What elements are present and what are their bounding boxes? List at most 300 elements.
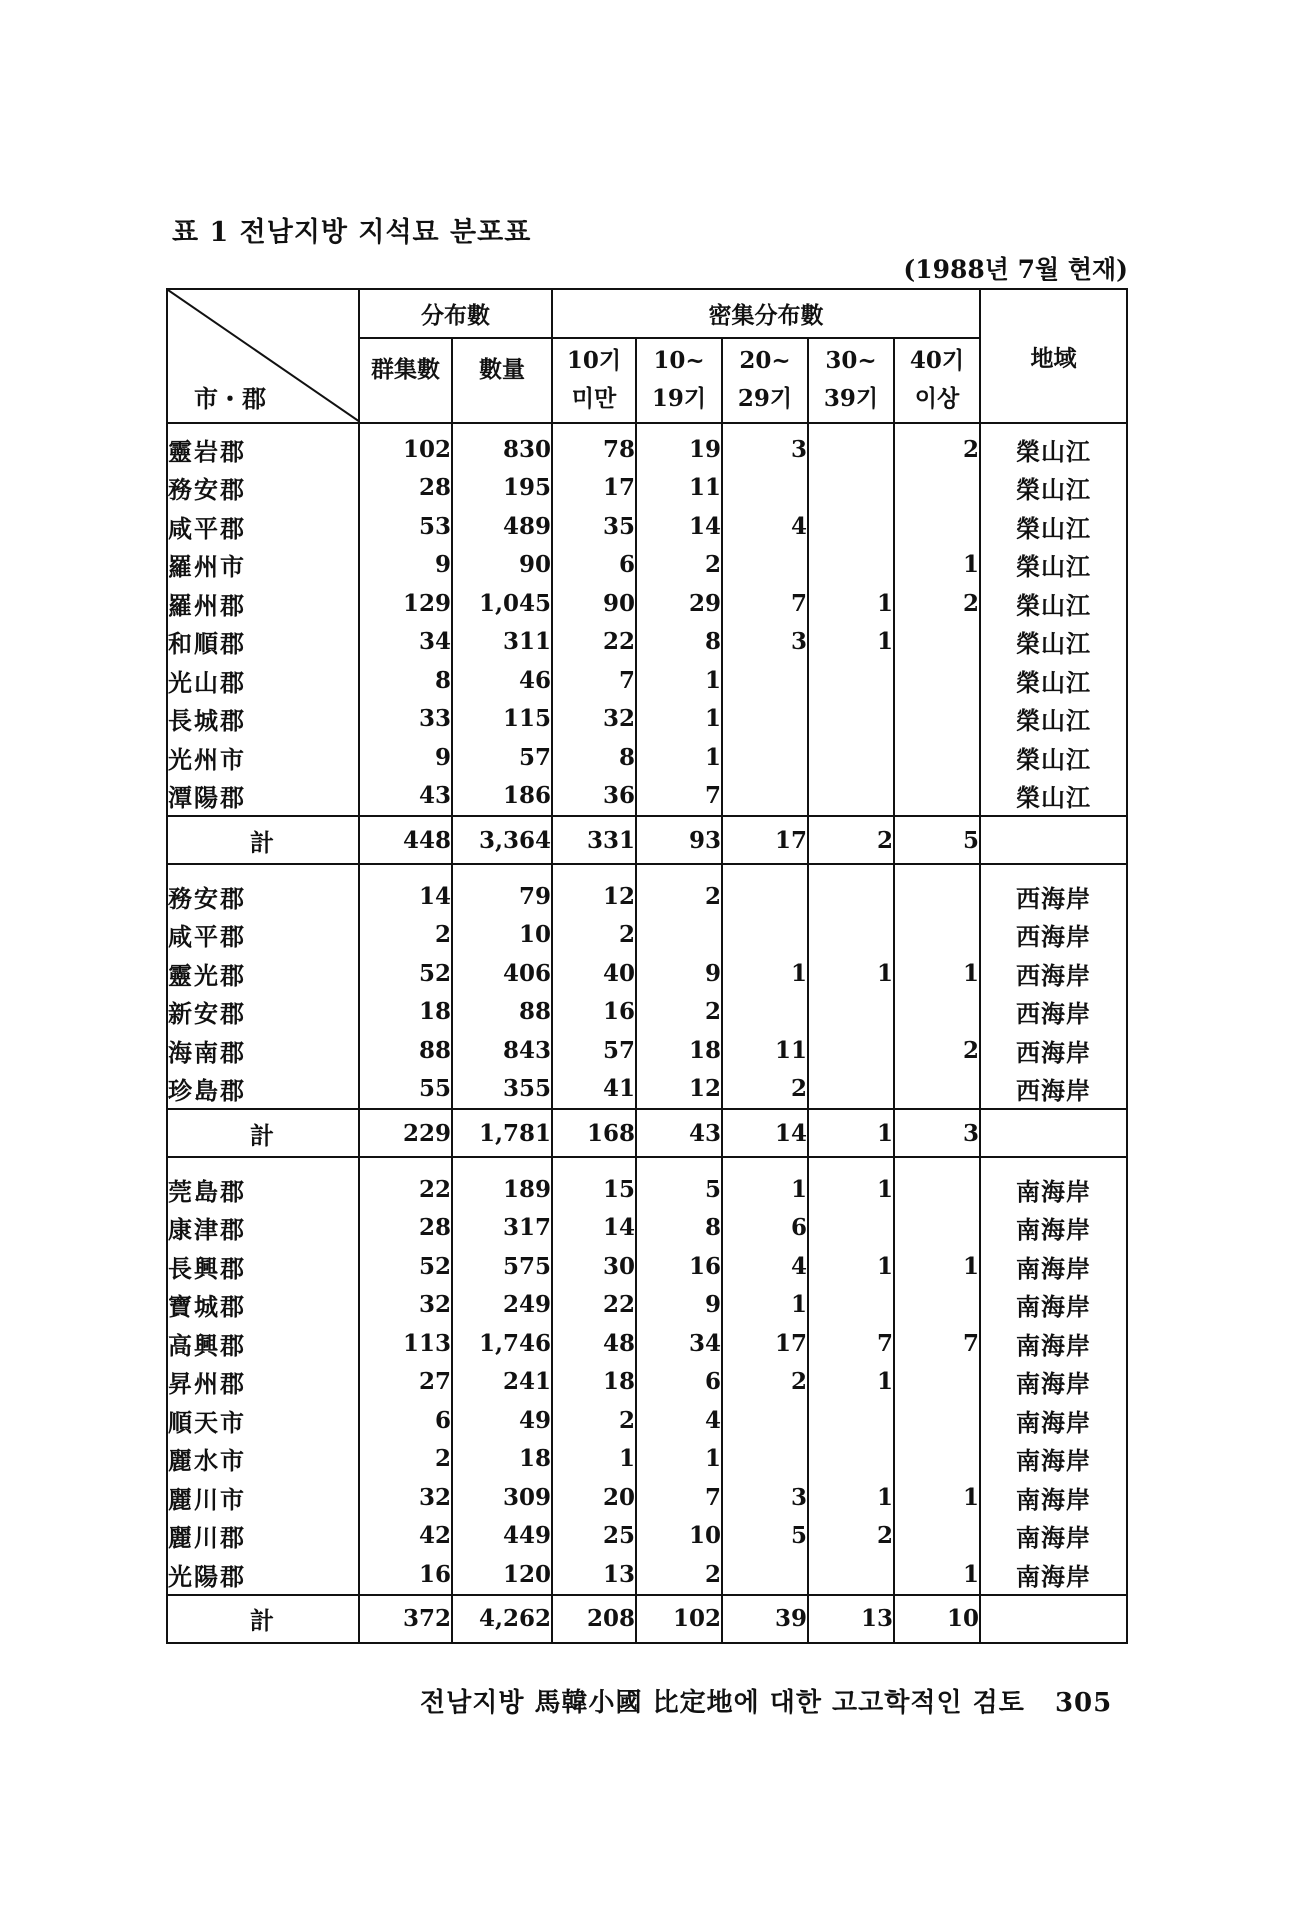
cell-q: 575 <box>452 1247 552 1286</box>
table-row <box>167 1517 1127 1556</box>
cell-q: 90 <box>452 546 552 585</box>
cell-c: 28 <box>359 1209 452 1248</box>
cell-d2: 9 <box>636 1286 722 1325</box>
region-cell: 南海岸 <box>980 1164 1127 1209</box>
cell-q: 10 <box>452 916 552 955</box>
cell-q: 189 <box>452 1164 552 1209</box>
region-cell: 南海岸 <box>980 1517 1127 1556</box>
cell-d4: 2 <box>808 1517 894 1556</box>
cell-d3: 1 <box>722 1286 808 1325</box>
cell-d1: 35 <box>552 507 636 546</box>
cell-c: 32 <box>359 1478 452 1517</box>
spacer-cell <box>636 1157 722 1164</box>
total-row <box>167 816 1127 864</box>
cell-q: 843 <box>452 1031 552 1070</box>
cluster-count-header: 群集數 <box>359 338 452 423</box>
cell-d5 <box>894 1164 980 1209</box>
cell-d4 <box>808 1031 894 1070</box>
table-row <box>167 1363 1127 1402</box>
spacer-cell <box>722 1157 808 1164</box>
cell-q: 449 <box>452 1517 552 1556</box>
region-cell: 南海岸 <box>980 1324 1127 1363</box>
cell-c: 9 <box>359 546 452 585</box>
cell-d3 <box>722 661 808 700</box>
spacer-cell <box>167 1157 359 1164</box>
district-name: 務安郡 <box>167 871 359 916</box>
cell-d2: 8 <box>636 623 722 662</box>
cell-d3: 4 <box>722 507 808 546</box>
table-row <box>167 916 1127 955</box>
district-name: 昇州郡 <box>167 1363 359 1402</box>
cell-d2: 18 <box>636 1031 722 1070</box>
cell-c: 55 <box>359 1070 452 1110</box>
cell-d2: 7 <box>636 1478 722 1517</box>
district-name: 光州市 <box>167 738 359 777</box>
cell-c: 18 <box>359 993 452 1032</box>
district-name: 寶城郡 <box>167 1286 359 1325</box>
cell-d4 <box>808 993 894 1032</box>
cell-d3 <box>722 700 808 739</box>
district-name: 珍島郡 <box>167 1070 359 1110</box>
district-name: 高興郡 <box>167 1324 359 1363</box>
cell-d5 <box>894 623 980 662</box>
region-cell: 南海岸 <box>980 1440 1127 1479</box>
cell-d3: 1 <box>722 1164 808 1209</box>
cell-d3: 5 <box>722 1517 808 1556</box>
district-name: 咸平郡 <box>167 916 359 955</box>
table-row <box>167 954 1127 993</box>
region-header: 地域 <box>980 289 1127 423</box>
cell-c: 22 <box>359 1164 452 1209</box>
page-number: 305 <box>1054 1688 1113 1718</box>
total-label: 計 <box>167 816 359 864</box>
region-cell: 南海岸 <box>980 1247 1127 1286</box>
cell-d1: 14 <box>552 1209 636 1248</box>
cell-c: 113 <box>359 1324 452 1363</box>
cell-d1: 18 <box>552 1363 636 1402</box>
spacer-cell <box>808 1157 894 1164</box>
cell-d4 <box>808 1286 894 1325</box>
table-body <box>167 423 1127 1643</box>
cell-q: 186 <box>452 777 552 817</box>
cell-d3: 3 <box>722 623 808 662</box>
cell-d5 <box>894 738 980 777</box>
table-row <box>167 1070 1127 1110</box>
cell-q: 249 <box>452 1286 552 1325</box>
cell-d2: 10 <box>636 1517 722 1556</box>
cell-d3: 4 <box>722 1247 808 1286</box>
cell-c: 229 <box>359 1109 452 1157</box>
total-label: 計 <box>167 1109 359 1157</box>
cell-d2: 2 <box>636 871 722 916</box>
cell-d4 <box>808 1555 894 1595</box>
table-caption: 표 1 전남지방 지석묘 분포표 <box>172 217 532 248</box>
cell-d1: 20 <box>552 1478 636 1517</box>
spacer-cell <box>552 864 636 871</box>
cell-c: 2 <box>359 1440 452 1479</box>
cell-c: 16 <box>359 1555 452 1595</box>
cell-c: 88 <box>359 1031 452 1070</box>
cell-d5: 3 <box>894 1109 980 1157</box>
cell-d4: 7 <box>808 1324 894 1363</box>
cell-d4 <box>808 1440 894 1479</box>
cell-d2: 9 <box>636 954 722 993</box>
cell-d1: 331 <box>552 816 636 864</box>
cell-q: 115 <box>452 700 552 739</box>
district-name: 咸平郡 <box>167 507 359 546</box>
group-spacer <box>167 864 1127 871</box>
cell-d4: 1 <box>808 1109 894 1157</box>
cell-d3: 1 <box>722 954 808 993</box>
cell-d2 <box>636 916 722 955</box>
cell-d5: 2 <box>894 1031 980 1070</box>
cell-d3 <box>722 469 808 508</box>
cell-d3: 3 <box>722 1478 808 1517</box>
cell-d1: 2 <box>552 916 636 955</box>
cell-d2: 102 <box>636 1595 722 1643</box>
cell-d2: 19 <box>636 423 722 469</box>
cell-c: 8 <box>359 661 452 700</box>
cell-d4 <box>808 700 894 739</box>
district-name: 和順郡 <box>167 623 359 662</box>
cell-d3 <box>722 738 808 777</box>
region-cell: 西海岸 <box>980 1031 1127 1070</box>
cell-d3 <box>722 871 808 916</box>
cell-d1: 8 <box>552 738 636 777</box>
region-cell: 西海岸 <box>980 871 1127 916</box>
group-spacer <box>167 1157 1127 1164</box>
cell-d3 <box>722 1440 808 1479</box>
table-row <box>167 1555 1127 1595</box>
cell-q: 241 <box>452 1363 552 1402</box>
region-cell: 西海岸 <box>980 1070 1127 1110</box>
district-name: 羅州郡 <box>167 584 359 623</box>
table-header <box>167 289 1127 423</box>
cell-q: 830 <box>452 423 552 469</box>
cell-d1: 6 <box>552 546 636 585</box>
cell-d5 <box>894 1286 980 1325</box>
cell-d5 <box>894 916 980 955</box>
cell-d3: 17 <box>722 816 808 864</box>
corner-label: 市・郡 <box>194 384 266 413</box>
cell-d2: 1 <box>636 661 722 700</box>
dolmen-distribution-table <box>166 288 1128 1644</box>
table-row <box>167 1031 1127 1070</box>
cell-d5 <box>894 777 980 817</box>
cell-d4 <box>808 423 894 469</box>
cell-q: 4,262 <box>452 1595 552 1643</box>
region-cell <box>980 1109 1127 1157</box>
cell-q: 49 <box>452 1401 552 1440</box>
cell-d2: 93 <box>636 816 722 864</box>
district-name: 康津郡 <box>167 1209 359 1248</box>
cell-d4 <box>808 661 894 700</box>
region-cell: 南海岸 <box>980 1209 1127 1248</box>
district-name: 麗水市 <box>167 1440 359 1479</box>
cell-d3: 14 <box>722 1109 808 1157</box>
cell-d1: 12 <box>552 871 636 916</box>
spacer-cell <box>980 864 1127 871</box>
distribution-table-wrapper <box>166 288 1126 1644</box>
cell-d3 <box>722 993 808 1032</box>
cell-d2: 12 <box>636 1070 722 1110</box>
cell-d4: 1 <box>808 1478 894 1517</box>
cell-c: 28 <box>359 469 452 508</box>
cell-d1: 25 <box>552 1517 636 1556</box>
region-cell: 榮山江 <box>980 469 1127 508</box>
cell-d5: 1 <box>894 546 980 585</box>
cell-c: 6 <box>359 1401 452 1440</box>
cell-c: 43 <box>359 777 452 817</box>
cell-c: 448 <box>359 816 452 864</box>
density-col-1-header: 10기 미만 <box>552 338 636 423</box>
table-row <box>167 1286 1127 1325</box>
table-row <box>167 871 1127 916</box>
cell-q: 355 <box>452 1070 552 1110</box>
cell-d4 <box>808 469 894 508</box>
table-row <box>167 423 1127 469</box>
cell-d3: 2 <box>722 1363 808 1402</box>
district-name: 新安郡 <box>167 993 359 1032</box>
cell-c: 9 <box>359 738 452 777</box>
cell-d5 <box>894 661 980 700</box>
table-row <box>167 1478 1127 1517</box>
cell-d2: 5 <box>636 1164 722 1209</box>
region-cell: 西海岸 <box>980 954 1127 993</box>
cell-d1: 32 <box>552 700 636 739</box>
density-col-3-header: 20~ 29기 <box>722 338 808 423</box>
table-row <box>167 777 1127 817</box>
cell-c: 34 <box>359 623 452 662</box>
cell-d1: 168 <box>552 1109 636 1157</box>
cell-d5 <box>894 1401 980 1440</box>
cell-d1: 17 <box>552 469 636 508</box>
cell-d5 <box>894 1517 980 1556</box>
cell-d2: 16 <box>636 1247 722 1286</box>
cell-d4: 1 <box>808 954 894 993</box>
cell-q: 195 <box>452 469 552 508</box>
cell-d1: 1 <box>552 1440 636 1479</box>
region-cell: 南海岸 <box>980 1286 1127 1325</box>
cell-d4: 2 <box>808 816 894 864</box>
district-name: 麗川郡 <box>167 1517 359 1556</box>
cell-d4 <box>808 871 894 916</box>
cell-d2: 2 <box>636 1555 722 1595</box>
cell-q: 18 <box>452 1440 552 1479</box>
cell-d3 <box>722 777 808 817</box>
spacer-cell <box>980 1157 1127 1164</box>
table-row <box>167 700 1127 739</box>
spacer-cell <box>808 864 894 871</box>
cell-d3: 11 <box>722 1031 808 1070</box>
spacer-cell <box>722 864 808 871</box>
table-row <box>167 623 1127 662</box>
district-name: 莞島郡 <box>167 1164 359 1209</box>
cell-q: 1,781 <box>452 1109 552 1157</box>
cell-d5 <box>894 700 980 739</box>
cell-d3: 7 <box>722 584 808 623</box>
cell-d5 <box>894 871 980 916</box>
region-cell: 南海岸 <box>980 1555 1127 1595</box>
table-row <box>167 1324 1127 1363</box>
cell-d5 <box>894 993 980 1032</box>
cell-q: 120 <box>452 1555 552 1595</box>
cell-c: 102 <box>359 423 452 469</box>
district-name: 靈光郡 <box>167 954 359 993</box>
cell-d2: 1 <box>636 1440 722 1479</box>
cell-d5: 7 <box>894 1324 980 1363</box>
cell-d1: 208 <box>552 1595 636 1643</box>
distribution-header: 分布數 <box>359 289 552 338</box>
table-row <box>167 507 1127 546</box>
cell-c: 52 <box>359 954 452 993</box>
cell-d1: 90 <box>552 584 636 623</box>
cell-q: 88 <box>452 993 552 1032</box>
cell-d1: 57 <box>552 1031 636 1070</box>
table-row <box>167 584 1127 623</box>
cell-d1: 22 <box>552 1286 636 1325</box>
table-row <box>167 1164 1127 1209</box>
cell-q: 1,045 <box>452 584 552 623</box>
cell-c: 33 <box>359 700 452 739</box>
running-title: 전남지방 馬韓小國 比定地에 대한 고고학적인 검토 <box>420 1688 1025 1718</box>
cell-d1: 41 <box>552 1070 636 1110</box>
region-cell: 榮山江 <box>980 423 1127 469</box>
spacer-cell <box>894 1157 980 1164</box>
cell-d3 <box>722 916 808 955</box>
spacer-cell <box>894 864 980 871</box>
spacer-cell <box>359 1157 452 1164</box>
table-row <box>167 1247 1127 1286</box>
region-cell: 南海岸 <box>980 1478 1127 1517</box>
cell-d1: 15 <box>552 1164 636 1209</box>
cell-d4: 1 <box>808 623 894 662</box>
district-name: 海南郡 <box>167 1031 359 1070</box>
region-cell <box>980 1595 1127 1643</box>
table-row <box>167 993 1127 1032</box>
cell-d2: 34 <box>636 1324 722 1363</box>
region-cell: 榮山江 <box>980 623 1127 662</box>
cell-d5 <box>894 1070 980 1110</box>
region-cell <box>980 816 1127 864</box>
cell-d2: 4 <box>636 1401 722 1440</box>
cell-d1: 13 <box>552 1555 636 1595</box>
cell-d1: 16 <box>552 993 636 1032</box>
cell-q: 79 <box>452 871 552 916</box>
cell-c: 52 <box>359 1247 452 1286</box>
region-cell: 榮山江 <box>980 661 1127 700</box>
cell-d1: 48 <box>552 1324 636 1363</box>
cell-d4: 1 <box>808 1363 894 1402</box>
district-name: 麗川市 <box>167 1478 359 1517</box>
density-col-2-header: 10~ 19기 <box>636 338 722 423</box>
cell-d3: 17 <box>722 1324 808 1363</box>
cell-d1: 2 <box>552 1401 636 1440</box>
cell-d5: 1 <box>894 1555 980 1595</box>
table-row <box>167 546 1127 585</box>
cell-d5: 5 <box>894 816 980 864</box>
cell-d5: 1 <box>894 1247 980 1286</box>
cell-d5: 1 <box>894 1478 980 1517</box>
region-cell: 榮山江 <box>980 507 1127 546</box>
cell-d3: 6 <box>722 1209 808 1248</box>
table-row <box>167 661 1127 700</box>
density-col-4-header: 30~ 39기 <box>808 338 894 423</box>
cell-d1: 30 <box>552 1247 636 1286</box>
region-cell: 西海岸 <box>980 916 1127 955</box>
table-row <box>167 469 1127 508</box>
cell-d2: 6 <box>636 1363 722 1402</box>
region-cell: 榮山江 <box>980 700 1127 739</box>
cell-d4: 1 <box>808 1247 894 1286</box>
cell-d3: 39 <box>722 1595 808 1643</box>
total-row <box>167 1109 1127 1157</box>
cell-d2: 1 <box>636 700 722 739</box>
district-name: 光陽郡 <box>167 1555 359 1595</box>
density-col-5-header: 40기 이상 <box>894 338 980 423</box>
cell-d4 <box>808 1070 894 1110</box>
region-cell: 榮山江 <box>980 777 1127 817</box>
spacer-cell <box>552 1157 636 1164</box>
total-label: 計 <box>167 1595 359 1643</box>
cell-q: 317 <box>452 1209 552 1248</box>
cell-c: 42 <box>359 1517 452 1556</box>
cell-c: 53 <box>359 507 452 546</box>
table-row <box>167 1209 1127 1248</box>
cell-d3: 2 <box>722 1070 808 1110</box>
cell-q: 46 <box>452 661 552 700</box>
cell-d5: 2 <box>894 584 980 623</box>
cell-d4 <box>808 916 894 955</box>
cell-d2: 29 <box>636 584 722 623</box>
region-cell: 西海岸 <box>980 993 1127 1032</box>
cell-c: 2 <box>359 916 452 955</box>
cell-d3 <box>722 546 808 585</box>
cell-d2: 14 <box>636 507 722 546</box>
cell-d2: 11 <box>636 469 722 508</box>
district-name: 長興郡 <box>167 1247 359 1286</box>
cell-q: 3,364 <box>452 816 552 864</box>
cell-d4 <box>808 777 894 817</box>
district-name: 潭陽郡 <box>167 777 359 817</box>
cell-q: 57 <box>452 738 552 777</box>
district-name: 靈岩郡 <box>167 423 359 469</box>
cell-d3: 3 <box>722 423 808 469</box>
total-row <box>167 1595 1127 1643</box>
region-cell: 榮山江 <box>980 584 1127 623</box>
cell-d5 <box>894 1209 980 1248</box>
spacer-cell <box>452 864 552 871</box>
cell-d4 <box>808 1209 894 1248</box>
cell-d1: 40 <box>552 954 636 993</box>
cell-d2: 7 <box>636 777 722 817</box>
region-cell: 南海岸 <box>980 1363 1127 1402</box>
cell-d4: 1 <box>808 1164 894 1209</box>
district-name: 長城郡 <box>167 700 359 739</box>
cell-d3 <box>722 1401 808 1440</box>
cell-q: 406 <box>452 954 552 993</box>
region-cell: 榮山江 <box>980 738 1127 777</box>
cell-d4: 1 <box>808 584 894 623</box>
table-row <box>167 738 1127 777</box>
cell-q: 309 <box>452 1478 552 1517</box>
density-header: 密集分布數 <box>552 289 980 338</box>
corner-cell <box>167 289 359 423</box>
cell-d2: 2 <box>636 546 722 585</box>
cell-d4: 13 <box>808 1595 894 1643</box>
cell-d4 <box>808 1401 894 1440</box>
cell-q: 311 <box>452 623 552 662</box>
